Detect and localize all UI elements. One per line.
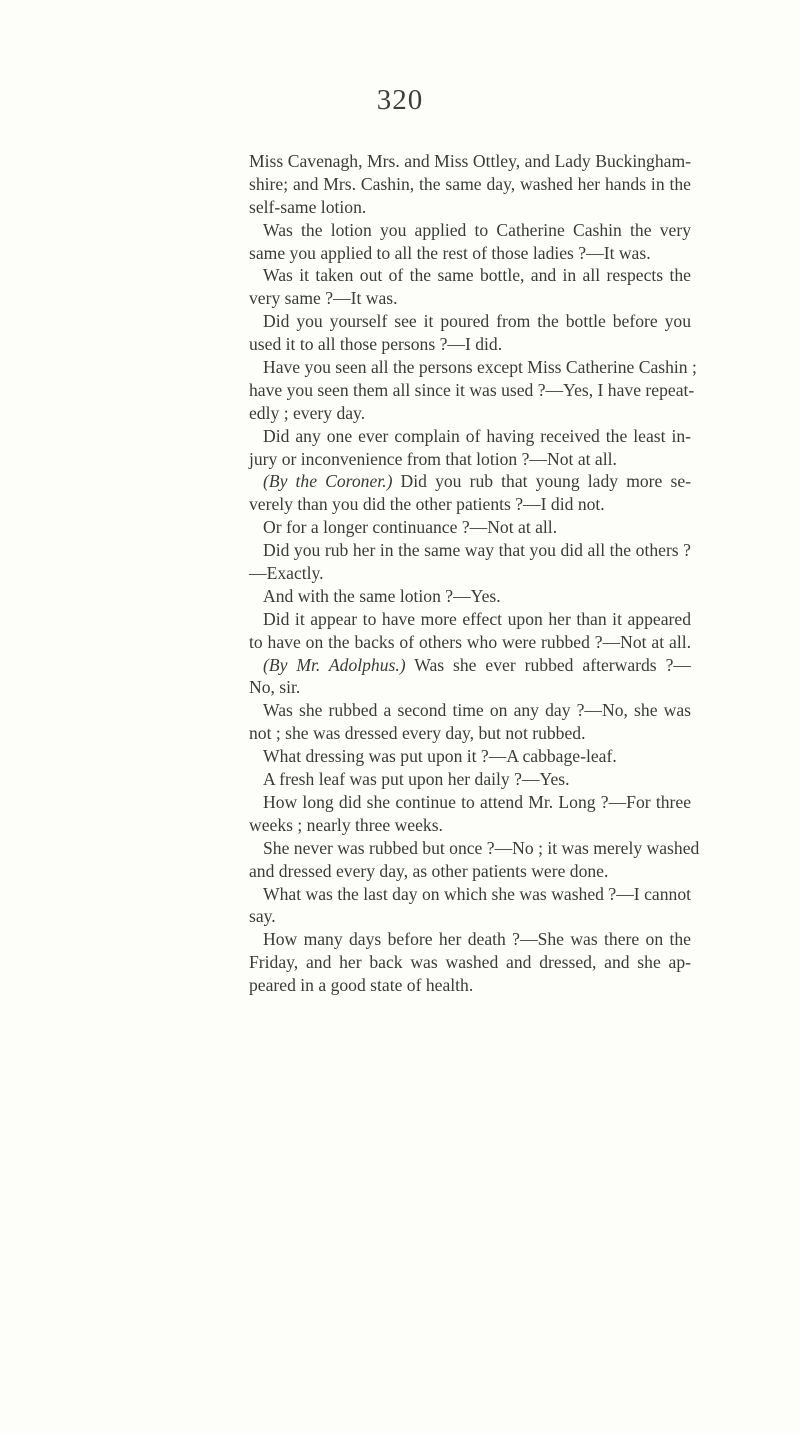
line-text: same you applied to all the rest of those ladies ?—It was. <box>249 242 651 263</box>
text-line <box>249 631 691 654</box>
text-line <box>249 264 691 287</box>
text-line <box>249 173 691 196</box>
text-line <box>249 745 691 768</box>
line-text: shire; and Mrs. Cashin, the same day, washed her hands in the <box>249 173 691 194</box>
text-line <box>249 791 691 814</box>
text-line <box>249 425 691 448</box>
line-text: have you seen them all since it was used ?—Yes, I have repeat- <box>249 379 695 400</box>
text-line <box>249 585 691 608</box>
line-text: Have you seen all the persons except Miss Catherine Cashin ; <box>263 357 697 378</box>
line-text: not ; she was dressed every day, but not rubbed. <box>249 723 586 744</box>
line-text: Miss Cavenagh, Mrs. and Miss Ottley, and Lady Buckingham- <box>249 151 691 171</box>
line-text: say. <box>249 906 276 927</box>
line-text: Did any one ever complain of having received the least in- <box>263 425 691 446</box>
line-text: to have on the backs of others who were rubbed ?—Not at all. <box>249 631 691 652</box>
line-text: Did you yourself see it poured from the bottle before you <box>263 311 691 332</box>
line-text: —Exactly. <box>249 563 324 584</box>
line-text: Did you rub her in the same way that you did all the others ? <box>263 540 691 561</box>
text-line <box>249 837 700 860</box>
text-line <box>249 883 691 906</box>
line-text: peared in a good state of health. <box>249 975 474 996</box>
page-number: 320 <box>376 84 424 116</box>
text-line <box>249 905 691 928</box>
text-line <box>249 722 691 745</box>
line-text: A fresh leaf was put upon her daily ?—Yes. <box>263 769 570 790</box>
text-line <box>249 814 691 837</box>
text-line <box>249 676 691 699</box>
text-line <box>249 219 691 242</box>
text-line <box>249 699 691 722</box>
text-line <box>249 951 691 974</box>
line-text: and dressed every day, as other patients were done. <box>249 860 609 881</box>
text-line <box>249 860 691 883</box>
text-line <box>249 379 695 402</box>
speaker-attribution: (By the Coroner.) <box>263 471 393 492</box>
line-text: Was she ever rubbed afterwards ?— <box>405 654 691 675</box>
line-text: verely than you did the other patients ?—I did not. <box>249 494 605 515</box>
text-line <box>249 608 691 631</box>
text-line <box>249 150 691 173</box>
line-text: jury or inconvenience from that lotion ?—Not at all. <box>249 448 617 469</box>
text-line <box>249 654 691 677</box>
text-line <box>249 196 691 219</box>
line-text: Was it taken out of the same bottle, and in all respects the <box>263 265 691 286</box>
speaker-attribution: (By Mr. Adolphus.) <box>263 654 406 675</box>
text-line <box>249 402 691 425</box>
text-line <box>249 768 691 791</box>
line-text: edly ; every day. <box>249 402 366 423</box>
line-text: Or for a longer continuance ?—Not at all. <box>263 517 558 538</box>
text-line <box>249 974 691 997</box>
text-line <box>249 242 691 265</box>
text-line <box>249 928 691 951</box>
line-text: weeks ; nearly three weeks. <box>249 814 443 835</box>
body-text <box>249 150 700 997</box>
line-text: used it to all those persons ?—I did. <box>249 334 503 355</box>
line-text: Was she rubbed a second time on any day ?—No, she was <box>263 700 691 721</box>
line-text: Did you rub that young lady more se- <box>392 471 691 492</box>
line-text: Friday, and her back was washed and dressed, and she ap- <box>249 952 691 973</box>
line-text: How many days before her death ?—She was there on the <box>263 929 691 950</box>
text-line <box>249 356 697 379</box>
line-text: And with the same lotion ?—Yes. <box>263 585 501 606</box>
line-text: No, sir. <box>249 677 301 698</box>
line-text: Did it appear to have more effect upon her than it appeared <box>263 608 691 629</box>
text-line <box>249 448 691 471</box>
text-line <box>249 470 691 493</box>
line-text: What was the last day on which she was washed ?—I cannot <box>263 883 691 904</box>
line-text: How long did she continue to attend Mr. Long ?—For three <box>263 791 691 812</box>
text-line <box>249 287 691 310</box>
text-line <box>249 493 691 516</box>
text-line <box>249 333 691 356</box>
text-line <box>249 539 691 562</box>
text-line <box>249 310 691 333</box>
text-line <box>249 516 691 539</box>
text-line <box>249 562 691 585</box>
line-text: What dressing was put upon it ?—A cabbage-leaf. <box>263 746 617 767</box>
line-text: self-same lotion. <box>249 196 367 217</box>
line-text: very same ?—It was. <box>249 288 398 309</box>
line-text: She never was rubbed but once ?—No ; it was merely washed <box>263 837 700 858</box>
line-text: Was the lotion you applied to Catherine Cashin the very <box>263 219 691 240</box>
